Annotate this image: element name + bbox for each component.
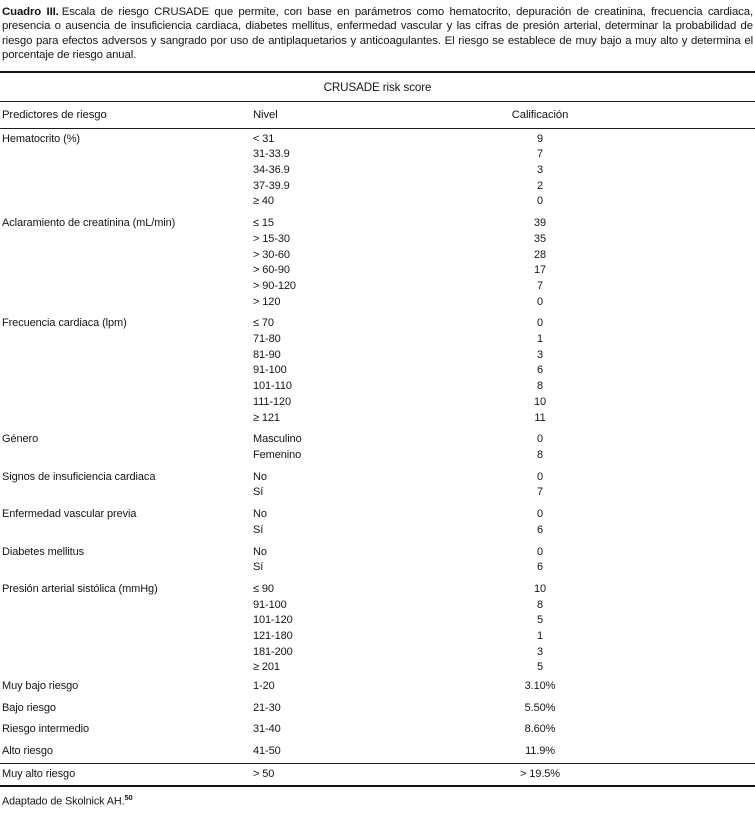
score-cell: 0 xyxy=(536,317,544,330)
table-header-row xyxy=(0,102,755,128)
table-row xyxy=(0,263,755,279)
score-cell: 10 xyxy=(533,395,547,408)
level-cell: 181-200 xyxy=(253,645,293,658)
table-title: CRUSADE risk score xyxy=(323,80,432,94)
table-row xyxy=(0,332,755,348)
level-cell: ≥ 121 xyxy=(253,411,280,424)
score-cell: 35 xyxy=(533,232,547,245)
level-cell: No xyxy=(253,470,267,483)
score-cell: 8 xyxy=(536,380,544,393)
score-cell: 39 xyxy=(533,217,547,230)
predictor-cell: Presión arterial sistólica (mmHg) xyxy=(2,582,158,595)
predictor-cell xyxy=(0,411,253,427)
score-cell: 0 xyxy=(536,295,544,308)
table-row xyxy=(0,379,755,395)
predictor-cell xyxy=(0,560,253,576)
level-cell: < 31 xyxy=(253,132,275,145)
column-header-score: Calificación xyxy=(511,108,569,121)
risk-level-row xyxy=(0,741,755,763)
score-cell: 0 xyxy=(536,195,544,208)
level-cell: No xyxy=(253,545,267,558)
predictor-cell xyxy=(0,232,253,248)
level-cell: 34-36.9 xyxy=(253,164,290,177)
score-cell: 0 xyxy=(536,508,544,521)
table-row xyxy=(0,485,755,501)
level-cell: 31-33.9 xyxy=(253,148,290,161)
score-cell: 6 xyxy=(536,523,544,536)
table-row xyxy=(0,560,755,576)
level-cell: 31-40 xyxy=(253,723,281,736)
score-cell: 3 xyxy=(536,164,544,177)
predictor-cell xyxy=(0,194,253,210)
score-cell: 6 xyxy=(536,364,544,377)
score-cell: 7 xyxy=(536,486,544,499)
table-row xyxy=(0,613,755,629)
score-cell: 28 xyxy=(533,248,547,261)
predictor-cell: Signos de insuficiencia cardiaca xyxy=(2,470,156,483)
table-body xyxy=(0,129,755,677)
table-row xyxy=(0,598,755,614)
predictor-cell xyxy=(0,295,253,311)
level-cell: No xyxy=(253,508,267,521)
predictor-cell xyxy=(0,629,253,645)
table-caption xyxy=(2,5,753,63)
level-cell: 37-39.9 xyxy=(253,179,290,192)
predictor-cell xyxy=(0,263,253,279)
table-row xyxy=(0,545,755,561)
table-row xyxy=(0,147,755,163)
level-cell: ≥ 201 xyxy=(253,661,280,674)
level-cell: 21-30 xyxy=(253,701,281,714)
score-cell: 3 xyxy=(536,348,544,361)
predictor-cell xyxy=(0,645,253,661)
table-row xyxy=(0,316,755,332)
risk-level-row xyxy=(0,719,755,741)
level-cell: 91-100 xyxy=(253,598,287,611)
level-cell: 101-120 xyxy=(253,614,293,627)
table-row xyxy=(0,645,755,661)
score-cell: 11.9% xyxy=(525,744,555,757)
predictor-section xyxy=(0,216,755,310)
predictor-cell xyxy=(0,395,253,411)
risk-rows xyxy=(0,676,755,785)
table-row xyxy=(0,248,755,264)
rule-bottom xyxy=(0,785,755,787)
score-cell: 3 xyxy=(536,645,544,658)
score-cell: 1 xyxy=(536,333,544,346)
risk-label-cell: Bajo riesgo xyxy=(2,701,56,714)
predictor-cell: Aclaramiento de creatinina (mL/min) xyxy=(2,217,176,230)
table-row xyxy=(0,363,755,379)
predictor-section xyxy=(0,545,755,576)
table-row xyxy=(0,629,755,645)
score-cell: 10 xyxy=(533,582,547,595)
table-row xyxy=(0,470,755,486)
predictor-cell xyxy=(0,598,253,614)
table-row xyxy=(0,279,755,295)
predictor-cell xyxy=(0,613,253,629)
predictor-cell xyxy=(0,147,253,163)
source-text: Adaptado de Skolnick AH. xyxy=(2,795,125,808)
predictor-section xyxy=(0,470,755,501)
risk-level-row xyxy=(0,763,755,786)
score-cell: 5 xyxy=(536,614,544,627)
score-cell: 5.50% xyxy=(524,701,556,714)
score-cell: 0 xyxy=(536,433,544,446)
predictor-cell: Diabetes mellitus xyxy=(2,545,85,558)
predictor-cell xyxy=(0,660,253,676)
level-cell: > 30-60 xyxy=(253,248,290,261)
risk-label-cell: Muy alto riesgo xyxy=(2,767,76,780)
table-row xyxy=(0,232,755,248)
predictor-cell xyxy=(0,448,253,464)
score-cell: 17 xyxy=(533,264,547,277)
level-cell: 111-120 xyxy=(253,395,292,408)
predictor-cell: Hematocrito (%) xyxy=(2,132,80,145)
level-cell: ≤ 15 xyxy=(253,217,274,230)
level-cell: 71-80 xyxy=(253,333,281,346)
table-row xyxy=(0,432,755,448)
table-row xyxy=(0,295,755,311)
predictor-cell xyxy=(0,363,253,379)
level-cell: ≤ 70 xyxy=(253,317,274,330)
level-cell: Sí xyxy=(253,523,264,536)
table-row xyxy=(0,132,755,148)
risk-label-cell: Muy bajo riesgo xyxy=(2,680,79,693)
predictor-section xyxy=(0,432,755,463)
predictor-section xyxy=(0,132,755,211)
predictor-cell xyxy=(0,379,253,395)
table-row xyxy=(0,194,755,210)
score-cell: 1 xyxy=(536,630,544,643)
score-cell: 11 xyxy=(534,411,546,424)
table-row xyxy=(0,582,755,598)
risk-level-row xyxy=(0,698,755,720)
level-cell: > 50 xyxy=(253,767,275,780)
predictor-cell: Género xyxy=(2,433,39,446)
level-cell: > 90-120 xyxy=(253,279,296,292)
score-cell: 3.10% xyxy=(524,680,556,693)
score-cell: 7 xyxy=(536,148,544,161)
score-cell: 8.60% xyxy=(524,723,556,736)
level-cell: ≤ 90 xyxy=(253,582,274,595)
table-row xyxy=(0,395,755,411)
level-cell: 121-180 xyxy=(253,630,293,643)
predictor-cell xyxy=(0,248,253,264)
level-cell: > 60-90 xyxy=(253,264,290,277)
risk-label-cell: Riesgo intermedio xyxy=(2,723,89,736)
level-cell: Masculino xyxy=(253,433,302,446)
source-note xyxy=(2,793,753,808)
level-cell: 101-110 xyxy=(253,380,292,393)
level-cell: Sí xyxy=(253,486,264,499)
predictor-cell: Frecuencia cardiaca (lpm) xyxy=(2,317,127,330)
predictor-cell: Enfermedad vascular previa xyxy=(2,508,137,521)
predictor-cell xyxy=(0,485,253,501)
predictor-cell xyxy=(0,279,253,295)
level-cell: 81-90 xyxy=(253,348,281,361)
level-cell: ≥ 40 xyxy=(253,195,274,208)
score-cell: 0 xyxy=(536,470,544,483)
score-cell: 7 xyxy=(536,279,544,292)
risk-label-cell: Alto riesgo xyxy=(2,744,53,757)
caption-text: Escala de riesgo CRUSADE que permite, con base en parámetros como hematocrito, depuración de creatinina, frecuencia cardiaca, presencia o ausencia de insuficiencia cardiaca, diabetes mellitus, enfermedad vascular y las cifras de presión arterial, determinar la probabilidad de riesgo para efectos adversos y sangrado por uso de antiplaquetarios y anticoagulantes. El riesgo se establece de muy bajo a muy alto y determina el porcentaje de riesgo anual. xyxy=(2,6,753,62)
score-cell: 6 xyxy=(536,561,544,574)
level-cell: > 15-30 xyxy=(253,232,290,245)
score-cell: 5 xyxy=(536,661,544,674)
level-cell: Sí xyxy=(253,561,264,574)
level-cell: Femenino xyxy=(253,448,302,461)
level-cell: 91-100 xyxy=(253,364,287,377)
table-row xyxy=(0,216,755,232)
table-row xyxy=(0,163,755,179)
predictor-section xyxy=(0,316,755,426)
score-cell: 0 xyxy=(536,545,544,558)
predictor-cell xyxy=(0,179,253,195)
source-reference-superscript: 50 xyxy=(124,793,133,803)
table-row xyxy=(0,507,755,523)
predictor-cell xyxy=(0,523,253,539)
level-cell: 41-50 xyxy=(253,744,281,757)
caption-label: Cuadro III. xyxy=(2,6,59,18)
table-row xyxy=(0,348,755,364)
predictor-section xyxy=(0,507,755,538)
table-row xyxy=(0,660,755,676)
predictor-cell xyxy=(0,163,253,179)
column-header-level: Nivel xyxy=(253,108,278,121)
table-row xyxy=(0,411,755,427)
risk-level-row xyxy=(0,676,755,698)
level-cell: > 120 xyxy=(253,295,281,308)
table-row xyxy=(0,179,755,195)
column-header-predictor: Predictores de riesgo xyxy=(2,108,107,121)
score-cell: 8 xyxy=(536,598,544,611)
level-cell: 1-20 xyxy=(253,680,275,693)
score-cell: 9 xyxy=(536,132,544,145)
predictor-section xyxy=(0,582,755,676)
table-row xyxy=(0,448,755,464)
predictor-cell xyxy=(0,332,253,348)
score-cell: 8 xyxy=(536,448,544,461)
table-row xyxy=(0,523,755,539)
score-cell: 2 xyxy=(536,179,544,192)
predictor-cell xyxy=(0,348,253,364)
score-cell: > 19.5% xyxy=(520,767,560,780)
